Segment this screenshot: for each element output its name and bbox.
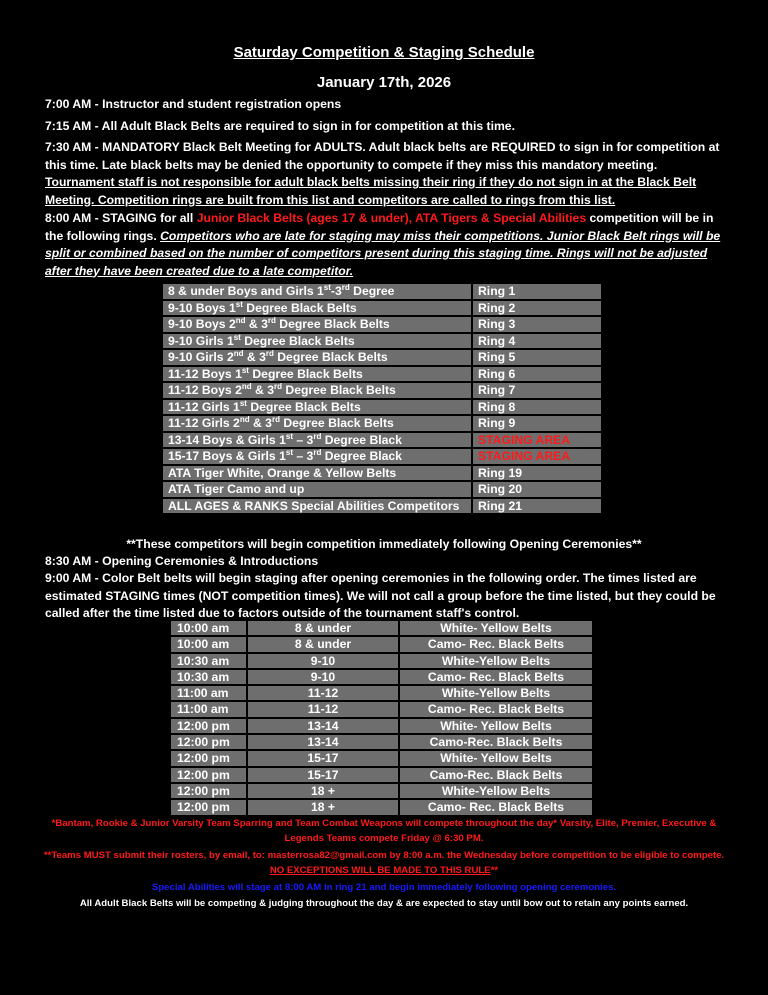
ring-row [163, 449, 601, 464]
ring-division-part: Degree Black Belts [275, 317, 390, 331]
ring-row [163, 350, 601, 365]
ring-division [163, 350, 471, 365]
age-group: 15-17 [248, 751, 398, 765]
ring-division-part: Degree Black Belts [279, 416, 394, 430]
color-belt-row [171, 719, 592, 733]
color-belt-row [171, 735, 592, 749]
ring-row [163, 284, 601, 299]
age-group: 8 & under [248, 621, 398, 635]
ring-division-part: rd [267, 315, 276, 325]
ring-number: Ring 21 [473, 499, 601, 514]
ring-division-part: st [239, 398, 247, 408]
age-group: 13-14 [248, 735, 398, 749]
belt-group: White-Yellow Belts [400, 784, 592, 798]
ring-division-part: st [235, 299, 243, 309]
ring-division-part: Degree Black Belts [282, 383, 396, 397]
ring-row [163, 433, 601, 448]
ring-division [163, 466, 471, 481]
ring-division [163, 449, 471, 464]
ring-division-part: Degree Black [321, 432, 402, 447]
ring-division-part: rd [341, 282, 350, 292]
ring-division-part: 13-14 Boys & Girls 1 [168, 432, 286, 447]
ring-division-part: ATA Tiger Camo and up [168, 482, 305, 496]
ring-division [163, 400, 471, 415]
staging-time: 11:00 am [171, 702, 246, 716]
ring-division [163, 284, 471, 299]
ring-division-part: Degree Black Belts [246, 399, 361, 414]
bb-meeting-text: 7:30 AM - MANDATORY Black Belt Meeting for ADULTS. Adult black belts are REQUIRED to sign in for competition at this time. Late black belts may be denied the opportunity to compete if they miss this mandatory meeting. [45, 140, 720, 172]
ring-division-part: 11-12 Boys 1 [168, 366, 242, 381]
ring-row [163, 482, 601, 497]
color-belt-table [169, 619, 594, 817]
color-belt-row [171, 686, 592, 700]
belt-group: Camo- Rec. Black Belts [400, 637, 592, 651]
ring-division-part: Degree [349, 284, 395, 298]
ring-number: Ring 5 [473, 350, 601, 365]
ring-division-part: 15-17 Boys & Girls 1 [168, 449, 286, 463]
belt-group: White- Yellow Belts [400, 751, 592, 765]
ring-division-part: Degree Black Belts [242, 300, 357, 315]
ring-row [163, 400, 601, 415]
belt-group: Camo- Rec. Black Belts [400, 800, 592, 814]
ring-row [163, 383, 601, 398]
age-group: 9-10 [248, 654, 398, 668]
ring-division-part: 9-10 Boys 1 [168, 300, 236, 315]
staging-text: 8:00 AM - STAGING for all [45, 211, 197, 225]
ring-division-part: nd [241, 381, 252, 391]
ring-division-part: Degree Black Belts [248, 366, 363, 381]
belt-group: Camo- Rec. Black Belts [400, 670, 592, 684]
ring-division-part: st [323, 282, 331, 292]
ring-division [163, 433, 471, 448]
ring-division-part: rd [274, 381, 282, 391]
staging-time: 10:30 am [171, 654, 246, 668]
item-color-belt-staging: 9:00 AM - Color Belt belts will begin staging after opening ceremonies in the following order. The times listed are estimated STAGING times (NOT competition times). We will not call a group before the time listed, but they could be called after the time listed due to factors outside of the tournament staff's control. [45, 571, 716, 620]
ring-division-part: 11-12 Boys 2 [168, 383, 242, 397]
ring-division [163, 482, 471, 497]
staging-time: 12:00 pm [171, 768, 246, 782]
age-group: 8 & under [248, 637, 398, 651]
ring-division-part: nd [235, 315, 246, 325]
staging-time: 10:30 am [171, 670, 246, 684]
color-belt-row [171, 768, 592, 782]
ring-division-part: rd [313, 431, 322, 441]
belt-group: White- Yellow Belts [400, 719, 592, 733]
roster-end: ** [490, 865, 499, 876]
ring-division-part: st [285, 431, 293, 441]
age-group: 13-14 [248, 719, 398, 733]
ring-division-part: 9-10 Boys 2 [168, 317, 236, 331]
color-belt-row [171, 751, 592, 765]
belt-group: Camo- Rec. Black Belts [400, 702, 592, 716]
ring-division [163, 383, 471, 398]
roster-note [40, 848, 728, 878]
ring-number: Ring 19 [473, 466, 601, 481]
ring-division [163, 334, 471, 349]
item-bb-meeting [45, 139, 725, 209]
belt-group: White- Yellow Belts [400, 621, 592, 635]
ring-division-part: & 3 [245, 317, 268, 331]
ring-row [163, 317, 601, 332]
ring-division-part: ALL AGES & RANKS Special Abilities Competitors [168, 498, 460, 513]
event-date: January 17th, 2026 [316, 74, 452, 91]
ring-division-part: rd [265, 348, 274, 358]
ring-division-part: st [285, 447, 293, 457]
ring-division-part: Degree Black [321, 449, 402, 463]
ring-row [163, 334, 601, 349]
ring-number: Ring 1 [473, 284, 601, 299]
ring-division-part: rd [313, 447, 322, 457]
age-group: 18 + [248, 784, 398, 798]
staging-time: 10:00 am [171, 637, 246, 651]
staging-warning: Competitors who are late for staging may miss their competitions. Junior Black Belt rings will be split or combined based on the number of competitors present during this staging time. Rings will not be adjusted after they have been created due to a late competitor. [45, 228, 721, 278]
ring-division-part: 11-12 Girls 2 [168, 416, 240, 430]
color-belt-table-body [171, 621, 592, 815]
ring-division-part: st [233, 332, 241, 342]
ring-division-part: st [241, 365, 249, 375]
ring-division-part: – 3 [293, 432, 314, 447]
ring-division-part: ATA Tiger White, Orange & Yellow Belts [168, 465, 397, 480]
ring-number: Ring 6 [473, 367, 601, 382]
staging-groups: Junior Black Belts (ages 17 & under), ATA Tigers & Special Abilities [196, 211, 587, 225]
color-belt-row [171, 670, 592, 684]
ring-number: Ring 7 [473, 383, 601, 398]
ring-number: Ring 20 [473, 482, 601, 497]
ring-division-part: 8 & under Boys and Girls 1 [168, 284, 324, 298]
ring-division-part: 9-10 Girls 1 [168, 333, 234, 348]
staging-time: 12:00 pm [171, 751, 246, 765]
staging-time: 10:00 am [171, 621, 246, 635]
ring-number: Ring 9 [473, 416, 601, 431]
color-belt-row [171, 784, 592, 798]
color-belt-row [171, 637, 592, 651]
age-group: 15-17 [248, 768, 398, 782]
staging-time: 12:00 pm [171, 800, 246, 814]
competition-note: **These competitors will begin competition immediately following Opening Ceremonies** [126, 537, 642, 551]
age-group: 11-12 [248, 702, 398, 716]
ring-number: STAGING AREA [473, 433, 601, 448]
bb-meeting-disclaimer: Tournament staff is not responsible for adult black belts missing their ring if they do not sign in at the Black Belt Meeting. Competition rings are built from this list and competitors are called to rings from this list. [45, 175, 697, 207]
belt-group: White-Yellow Belts [400, 686, 592, 700]
ring-row [163, 499, 601, 514]
ring-division-part: – 3 [293, 449, 314, 463]
ring-division [163, 499, 471, 514]
belt-group: Camo-Rec. Black Belts [400, 768, 592, 782]
ring-table-body [163, 284, 601, 513]
ring-division [163, 367, 471, 382]
color-belt-row [171, 621, 592, 635]
color-belt-row [171, 702, 592, 716]
ring-row [163, 416, 601, 431]
ring-division-part: nd [233, 348, 244, 358]
ring-division [163, 301, 471, 316]
ring-division-part: 11-12 Girls 1 [168, 399, 240, 414]
ring-division-part: Degree Black Belts [240, 333, 355, 348]
adult-bb-note: All Adult Black Belts will be competing & judging throughout the day & are expected to stay until bow out to retain any points earned. [79, 898, 689, 909]
belt-group: Camo-Rec. Black Belts [400, 735, 592, 749]
ring-division-part: & 3 [243, 350, 266, 364]
ring-row [163, 466, 601, 481]
ring-division-part: -3 [330, 284, 342, 298]
team-note: *Bantam, Rookie & Junior Varsity Team Sparring and Team Combat Weapons will compete throughout the day* Varsity, Elite, Premier, Executive & Legends Teams compete Friday @ 6:30 PM. [51, 818, 717, 844]
ring-table [161, 282, 603, 515]
ring-number: STAGING AREA [473, 449, 601, 464]
staging-text-2: competition will be in the following rings. [45, 211, 714, 243]
color-belt-row [171, 800, 592, 814]
page-title: Saturday Competition & Staging Schedule [233, 44, 535, 61]
age-group: 18 + [248, 800, 398, 814]
item-registration: 7:00 AM - Instructor and student registration opens [45, 97, 342, 111]
item-adult-signin: 7:15 AM - All Adult Black Belts are required to sign in for competition at this time. [45, 119, 515, 133]
age-group: 11-12 [248, 686, 398, 700]
ring-number: Ring 3 [473, 317, 601, 332]
staging-time: 11:00 am [171, 686, 246, 700]
age-group: 9-10 [248, 670, 398, 684]
ring-division [163, 416, 471, 431]
ring-row [163, 367, 601, 382]
special-abilities-note: Special Abilities will stage at 8:00 AM in ring 21 and begin immediately following opening ceremonies. [151, 882, 617, 893]
ring-division-part: & 3 [251, 383, 274, 397]
ring-division [163, 317, 471, 332]
item-junior-staging [45, 210, 725, 280]
ring-number: Ring 2 [473, 301, 601, 316]
ring-number: Ring 8 [473, 400, 601, 415]
ring-division-part: nd [239, 414, 250, 424]
roster-text: **Teams MUST submit their rosters, by email, to: masterrosa82@gmail.com by 8:00 a.m. the Wednesday before competition to be eligible to compete. [43, 850, 725, 861]
ring-division-part: 9-10 Girls 2 [168, 350, 234, 364]
ring-division-part: rd [271, 414, 280, 424]
belt-group: White-Yellow Belts [400, 654, 592, 668]
staging-time: 12:00 pm [171, 735, 246, 749]
roster-rule: NO EXCEPTIONS WILL BE MADE TO THIS RULE [269, 865, 491, 876]
color-belt-row [171, 654, 592, 668]
staging-time: 12:00 pm [171, 784, 246, 798]
staging-time: 12:00 pm [171, 719, 246, 733]
ring-row [163, 301, 601, 316]
item-opening-ceremonies: 8:30 AM - Opening Ceremonies & Introductions [45, 554, 319, 568]
ring-number: Ring 4 [473, 334, 601, 349]
ring-division-part: & 3 [249, 416, 272, 430]
ring-division-part: Degree Black Belts [273, 350, 388, 364]
